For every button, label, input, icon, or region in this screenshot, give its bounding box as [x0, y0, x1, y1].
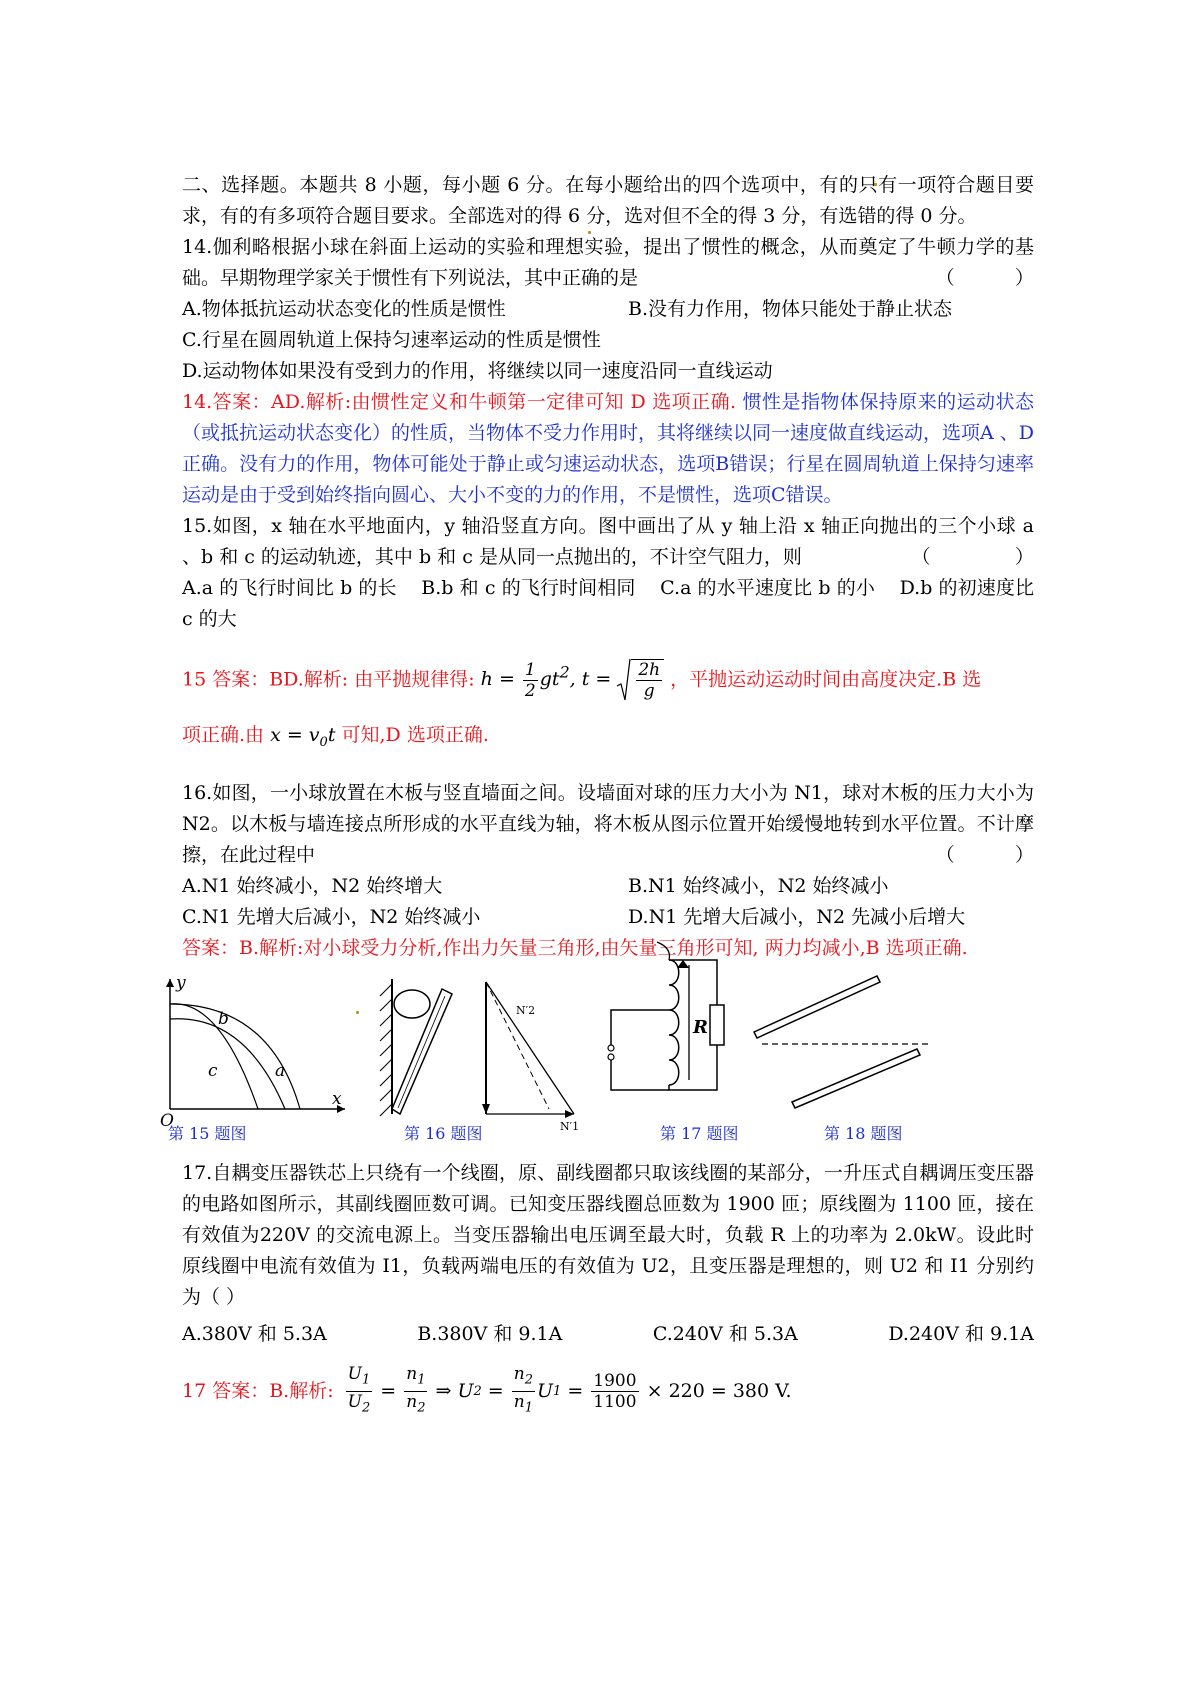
q17-options — [182, 1319, 1034, 1350]
q15-answer-line2 — [182, 720, 1034, 758]
fig17-caption: 第 17 题图 — [660, 1124, 739, 1144]
q16-options-row2 — [182, 902, 1034, 933]
q14-answer-blue: 惯性是指物体保持原来的运动状态（或抵抗运动状态变化）的性质，当物体不受力作用时，其将继续以同一速度做直线运动，选项A 、D正确。没有力的作用，物体可能处于静止或匀速运动状态，选项B错误；行星在圆周轨道上保持匀速率运动是由于受到始终指向圆心、大小不变的力的作用，不是惯性，选项C错误。 — [182, 391, 1034, 506]
q14-answer-paren: （ ） — [935, 267, 1034, 289]
q16-stem — [182, 778, 1034, 871]
q17-stem: 17.自耦变压器铁芯上只绕有一个线圈，原、副线圈都只取该线圈的某部分，一升压式自耦调压变压器的电路如图所示，其副线圈匝数可调。已知变压器线圈总匝数为 1900 匝；原线圈为 1100 匝，接在有效值为220V 的交流电源上。当变压器输出电压调至最大时，负载 R 上的功率为 2.0kW。设此时原线圈中电流有效值为 I1，负载两端电压的有效值为 U2，且变压器是理想的，则 U2 和 I1 分别约为（ ） — [182, 1162, 1034, 1309]
fig16-n2-label: N′2 — [516, 1004, 536, 1018]
q14-stem — [182, 232, 1034, 294]
q15-answer-line2-b: 可知,D 选项正确. — [341, 724, 489, 747]
fig15-c-label: c — [208, 1061, 218, 1082]
q16-stem-text: 16.如图，一小球放置在木板与竖直墙面之间。设墙面对球的压力大小为 N1，球对木板的压力大小为 N2。以木板与墙连接点所形成的水平直线为轴，将木板从图示位置开始缓慢地转到水平位置。不计摩擦，在此过程中 — [182, 782, 1034, 867]
q15-options: A.a 的飞行时间比 b 的长 B.b 和 c 的飞行时间相同 C.a 的水平速度比 b 的小 D.b 的初速度比 c 的大 — [182, 577, 1041, 630]
fig15-origin-label: O — [160, 1111, 174, 1132]
q15-answer-suffix: ，平抛运动运动时间由高度决定.B 选 — [670, 668, 982, 691]
q17-answer-result: = 380 V. — [710, 1379, 792, 1402]
fig16-n1-label: N′1 — [560, 1120, 580, 1134]
fig17-transformer-circuit — [597, 930, 747, 1120]
q14-option-b: B.没有力作用，物体只能处于静止状态 — [628, 298, 953, 320]
fig15-trajectory-graph — [160, 973, 350, 1132]
q14-option-a: A.物体抵抗运动状态变化的性质是惯性 — [182, 298, 506, 320]
section-heading: 二、选择题。本题共 8 小题，每小题 6 分。在每小题给出的四个选项中，有的只有一项符合题目要求，有的有多项符合题目要求。全部选对的得 6 分，选对但不全的得 3 分，有选错的得 0 分。 — [182, 174, 1034, 227]
fig16-wall-ball-board — [372, 974, 482, 1119]
fig15-a-label: a — [275, 1061, 286, 1082]
q16-option-d: D.N1 先增大后减小，N2 先减小后增大 — [628, 906, 966, 929]
q17-option-a: A.380V 和 5.3A — [182, 1323, 327, 1346]
q15-stem — [182, 511, 1034, 573]
fig18-caption: 第 18 题图 — [824, 1124, 903, 1144]
exam-page — [160, 170, 1041, 1418]
fig17-r-label: R — [693, 1017, 708, 1039]
q17-formula: $\frac{U_1}{U_2}$ = $\frac{n_1}{n_2}$ ⇒ U 2 = $\frac{n_2}{n_1}$ U 1 = $\frac{1900}{1100}$ × 220 — [347, 1364, 705, 1415]
fig15-x-label: x — [332, 1089, 342, 1110]
q15-answer-prefix: 15 答案：BD.解析: 由平抛规律得: — [182, 668, 475, 691]
fig15-caption: 第 15 题图 — [168, 1124, 247, 1144]
q15-answer-line2-a: 项正确.由 — [182, 724, 265, 747]
q17-answer — [182, 1364, 1034, 1418]
fig18-parallel-plates — [752, 974, 942, 1119]
q16-answer-paren: （ ） — [935, 844, 1034, 867]
q17-option-c: C.240V 和 5.3A — [652, 1323, 798, 1346]
q15-formula: h = $\frac{1}{2}$ $gt^2$, t = $\frac{2h}{g}$ — [481, 668, 671, 690]
fig16-caption: 第 16 题图 — [404, 1124, 483, 1144]
fig15-y-label: y — [176, 973, 186, 994]
q15-formula2: $x = v_0t$ — [270, 724, 336, 751]
q17-option-d: D.240V 和 9.1A — [888, 1323, 1034, 1346]
q16-answer: 答案：B.解析:对小球受力分析,作出力矢量三角形,由矢量三角形可知, 两力均减小,B 选项正确. — [182, 937, 968, 960]
q14-answer — [182, 387, 1034, 511]
q16-options-row1 — [182, 871, 1034, 902]
q14-option-c: C.行星在圆周轨道上保持匀速率运动的性质是惯性 — [182, 329, 601, 351]
fig16-force-triangle — [474, 974, 594, 1134]
q14-option-d: D.运动物体如果没有受到力的作用，将继续以同一速度沿同一直线运动 — [182, 360, 773, 382]
q15-answer-paren: （ ） — [911, 546, 1034, 568]
q16-option-b: B.N1 始终减小，N2 始终减小 — [628, 875, 889, 898]
q17-option-b: B.380V 和 9.1A — [417, 1323, 563, 1346]
q16-option-a: A.N1 始终减小，N2 始终增大 — [182, 875, 443, 898]
q15-answer — [182, 657, 1034, 702]
q14-options-row1 — [182, 294, 1034, 325]
q14-stem-text: 14.伽利略根据小球在斜面上运动的实验和理想实验，提出了惯性的概念，从而奠定了牛顿力学的基础。早期物理学家关于惯性有下列说法，其中正确的是 — [182, 236, 1034, 289]
q17-answer-prefix: 17 答案：B.解析: — [182, 1379, 334, 1402]
fig15-b-label: b — [218, 1009, 229, 1030]
q14-answer-red: 14.答案：AD.解析:由惯性定义和牛顿第一定律可知 D 选项正确. — [182, 391, 737, 413]
q16-option-c: C.N1 先增大后减小，N2 始终减小 — [182, 906, 481, 929]
figures-row — [160, 973, 1034, 1144]
q15-stem-text: 15.如图，x 轴在水平地面内，y 轴沿竖直方向。图中画出了从 y 轴上沿 x 轴正向抛出的三个小球 a 、b 和 c 的运动轨迹，其中 b 和 c 是从同一点抛出的，不计空气阻力，则 — [182, 515, 1034, 568]
